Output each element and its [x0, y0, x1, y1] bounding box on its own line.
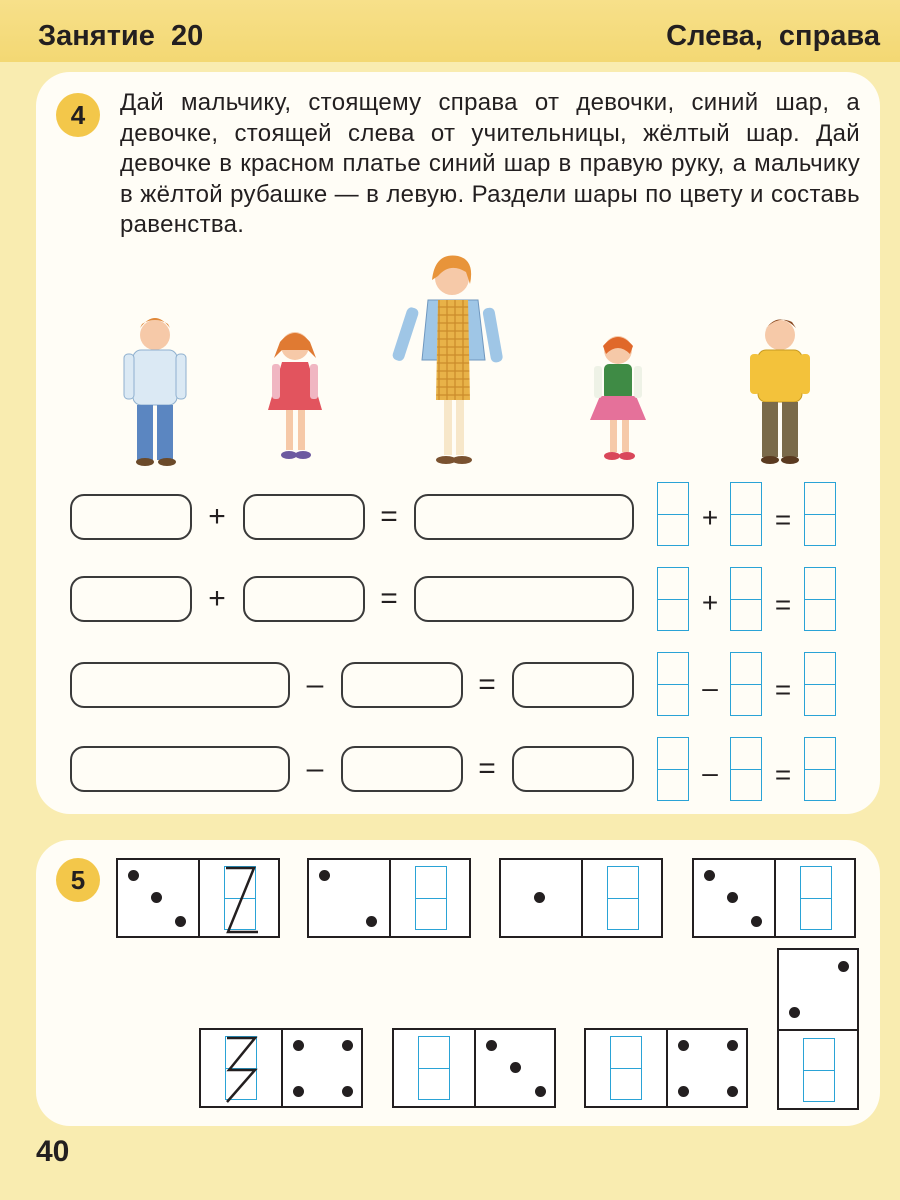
- boy-blue-shirt-figure: [124, 318, 186, 466]
- domino-dot: [342, 1086, 353, 1097]
- domino-dot: [342, 1040, 353, 1051]
- plus-sign: +: [208, 582, 226, 615]
- domino: [692, 858, 856, 938]
- domino-dot: [678, 1086, 689, 1097]
- teacher-figure: [391, 256, 503, 465]
- digit-cell-pair[interactable]: [657, 567, 689, 631]
- equals-sign: =: [478, 752, 496, 785]
- domino-dot: [293, 1040, 304, 1051]
- equals-sign: =: [774, 674, 792, 705]
- domino-dot: [486, 1040, 497, 1051]
- answer-oval[interactable]: [70, 494, 192, 540]
- digit-cell-pair[interactable]: [804, 737, 836, 801]
- plus-sign: +: [701, 502, 719, 533]
- digit-cell-pair[interactable]: [804, 652, 836, 716]
- minus-sign: –: [702, 757, 718, 788]
- lesson-topic: Слева, справа: [666, 20, 880, 52]
- digit-cell-pair[interactable]: [610, 1036, 642, 1100]
- girl-red-dress-figure: [268, 332, 322, 459]
- domino: [199, 1028, 363, 1108]
- digit-cell-pair[interactable]: [657, 482, 689, 546]
- domino-dot: [175, 916, 186, 927]
- answer-oval[interactable]: [70, 576, 192, 622]
- domino: [116, 858, 280, 938]
- digit-cell-pair[interactable]: [657, 737, 689, 801]
- task-5-number-badge: 5: [56, 858, 100, 902]
- girl-green-vest-figure: [590, 336, 646, 460]
- domino-dot: [727, 1086, 738, 1097]
- minus-sign: –: [306, 668, 324, 701]
- digit-cell-pair[interactable]: [730, 567, 762, 631]
- domino-divider: [581, 860, 583, 936]
- answer-oval[interactable]: [243, 576, 365, 622]
- domino-divider: [198, 860, 200, 936]
- digit-cell-pair[interactable]: [800, 866, 832, 930]
- digit-cell-pair[interactable]: [657, 652, 689, 716]
- domino-dot: [727, 1040, 738, 1051]
- answer-oval[interactable]: [341, 746, 463, 792]
- domino: [307, 858, 471, 938]
- domino-dot: [534, 892, 545, 903]
- domino-dot: [293, 1086, 304, 1097]
- domino-dot: [128, 870, 139, 881]
- answer-oval-wide[interactable]: [70, 662, 290, 708]
- digit-cell-pair[interactable]: [803, 1038, 835, 1102]
- domino-dot: [727, 892, 738, 903]
- page-header: [0, 0, 900, 62]
- equals-sign: =: [380, 582, 398, 615]
- digit-cell-pair[interactable]: [607, 866, 639, 930]
- digit-cell-pair[interactable]: [804, 482, 836, 546]
- digit-cell-pair[interactable]: [730, 737, 762, 801]
- domino-dot: [704, 870, 715, 881]
- domino-dot: [751, 916, 762, 927]
- domino-dot: [366, 916, 377, 927]
- domino-divider: [666, 1030, 668, 1106]
- equals-sign: =: [774, 589, 792, 620]
- domino-dot: [535, 1086, 546, 1097]
- digit-cell-pair[interactable]: [804, 567, 836, 631]
- task-4-number-badge: 4: [56, 93, 100, 137]
- digit-cell-pair[interactable]: [730, 482, 762, 546]
- plus-sign: +: [208, 500, 226, 533]
- equals-sign: =: [380, 500, 398, 533]
- page-number: 40: [36, 1135, 70, 1168]
- lesson-title: Занятие 20: [38, 20, 204, 52]
- answer-oval-wide[interactable]: [414, 576, 634, 622]
- domino-divider: [281, 1030, 283, 1106]
- minus-sign: –: [306, 752, 324, 785]
- domino-dot: [789, 1007, 800, 1018]
- plus-sign: +: [701, 587, 719, 618]
- equals-sign: =: [774, 759, 792, 790]
- equals-sign: =: [478, 668, 496, 701]
- domino: [584, 1028, 748, 1108]
- answer-oval[interactable]: [512, 662, 634, 708]
- domino-dot: [151, 892, 162, 903]
- digit-cell-pair[interactable]: [730, 652, 762, 716]
- answer-oval-wide[interactable]: [414, 494, 634, 540]
- digit-cell-pair[interactable]: [415, 866, 447, 930]
- domino: [392, 1028, 556, 1108]
- domino-dot: [678, 1040, 689, 1051]
- handwritten-digit-3: [221, 1034, 261, 1106]
- minus-sign: –: [702, 672, 718, 703]
- answer-oval-wide[interactable]: [70, 746, 290, 792]
- domino: [499, 858, 663, 938]
- children-and-teacher-illustration: [110, 250, 830, 475]
- domino-divider: [389, 860, 391, 936]
- domino-dot: [838, 961, 849, 972]
- answer-oval[interactable]: [341, 662, 463, 708]
- answer-oval[interactable]: [243, 494, 365, 540]
- task-4-text: Дай мальчику, стоящему справа от девочки, синий шар, а девочке, стоящей слева от учительницы, жёлтый шар. Дай девочке в красном платье синий шар в правую руку, а мальчику в жёлтой рубашке — в левую. Раздели шары по цвету и составь равенства.: [120, 89, 860, 238]
- domino-vertical: [777, 948, 859, 1110]
- domino-dot: [510, 1062, 521, 1073]
- answer-oval[interactable]: [512, 746, 634, 792]
- domino-divider: [779, 1029, 857, 1031]
- domino-dot: [319, 870, 330, 881]
- boy-yellow-shirt-figure: [750, 319, 810, 464]
- digit-cell-pair[interactable]: [418, 1036, 450, 1100]
- domino-divider: [774, 860, 776, 936]
- equals-sign: =: [774, 504, 792, 535]
- domino-divider: [474, 1030, 476, 1106]
- handwritten-digit-2: [222, 864, 262, 936]
